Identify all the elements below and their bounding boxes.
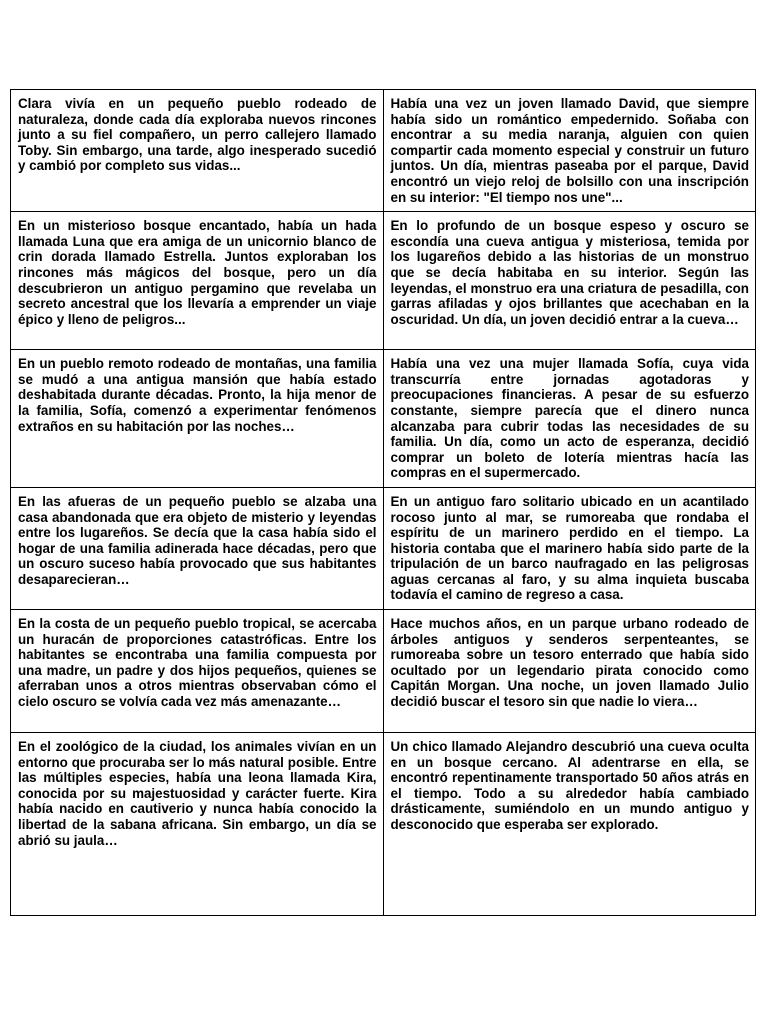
story-cell [11,90,384,212]
story-text: Hace muchos años, en un parque urbano rodeado de árboles antiguos y senderos serpenteantes, se rumoreaba sobre un tesoro enterrado que había sido ocultado por un legendario pirata conocido como Capitán Morgan. Una noche, un joven llamado Julio decidió buscar el tesoro sin que nadie lo viera… [390,616,749,710]
table-row [11,733,756,916]
table-row [11,487,756,609]
story-cell [11,610,384,733]
story-text: Había una vez una mujer llamada Sofía, cuya vida transcurría entre jornadas agotadoras y preocupaciones financieras. A pesar de su esfuerzo constante, siempre parecía que el dinero nunca alcanzaba para cubrir todas las necesidades de su familia. Un día, como un acto de esperanza, decidió comprar un boleto de lotería mientras hacía las compras en el supermercado. [390,356,749,481]
story-cell [11,487,384,609]
story-text: En lo profundo de un bosque espeso y oscuro se escondía una cueva antigua y misteriosa, temida por los lugareños debido a las historias de un monstruo que se decía habitaba en su interior. Según las leyendas, el monstruo era una criatura de pesadilla, con garras afiladas y ojos brillantes que acechaban en la oscuridad. Un día, un joven decidió entrar a la cueva… [390,218,749,327]
story-cell [383,610,756,733]
story-text: Clara vivía en un pequeño pueblo rodeado de naturaleza, donde cada día exploraba nuevos rincones junto a su fiel compañero, un perro callejero llamado Toby. Sin embargo, una tarde, algo inesperado sucedió y cambió por completo sus vidas... [18,96,377,174]
table-row [11,212,756,350]
story-text: Un chico llamado Alejandro descubrió una cueva oculta en un bosque cercano. Al adentrarse en ella, se encontró repentinamente transportado 50 años atrás en el tiempo. Todo a su alrededor había cambiado drásticamente, sumiéndolo en un mundo antiguo y desconocido que esperaba ser explorado. [390,739,749,833]
story-cell [11,212,384,350]
story-cell [383,212,756,350]
story-cell [383,90,756,212]
story-cell [383,487,756,609]
story-cell [383,350,756,488]
story-text: Había una vez un joven llamado David, que siempre había sido un romántico empedernido. Soñaba con encontrar a su media naranja, alguien con quien compartir cada momento especial y construir un futuro juntos. Un día, mientras paseaba por el parque, David encontró un viejo reloj de bolsillo con una inscripción en su interior: "El tiempo nos une"... [390,96,749,205]
story-text: En un misterioso bosque encantado, había un hada llamada Luna que era amiga de un unicornio blanco de crin dorada llamado Estrella. Juntos exploraban los rincones más mágicos del bosque, pero un día descubrieron un antiguo pergamino que revelaba un secreto ancestral que los llevaría a emprender un viaje épico y lleno de peligros... [18,218,377,327]
story-cell [383,733,756,916]
story-text: En el zoológico de la ciudad, los animales vivían en un entorno que procuraba ser lo más natural posible. Entre las múltiples especies, había una leona llamada Kira, conocida por su majestuosidad y carácter fuerte. Kira había nacido en cautiverio y nunca había conocido la libertad de la sabana africana. Sin embargo, un día se abrió su jaula… [18,739,377,848]
story-text: En un antiguo faro solitario ubicado en un acantilado rocoso junto al mar, se rumoreaba que rondaba el espíritu de un marinero perdido en el tiempo. La historia contaba que el marinero había sido parte de la tripulación de un barco naufragado en las peligrosas aguas cercanas al faro, y su alma inquieta buscaba todavía el camino de regreso a casa. [390,493,749,603]
story-text: En la costa de un pequeño pueblo tropical, se acercaba un huracán de proporciones catastróficas. Entre los habitantes se encontraba una familia compuesta por una madre, un padre y dos hijos pequeños, quienes se aferraban unos a otros mientras observaban cómo el cielo oscuro se volvía cada vez más amenazante… [18,616,377,710]
story-prompts-table [10,89,756,916]
story-cell [11,350,384,488]
table-row [11,90,756,212]
story-cell [11,733,384,916]
table-row [11,610,756,733]
story-text: En un pueblo remoto rodeado de montañas, una familia se mudó a una antigua mansión que había estado deshabitada durante décadas. Pronto, la hija menor de la familia, Sofía, comenzó a experimentar fenómenos extraños en su habitación por las noches… [18,356,377,434]
table-row [11,350,756,488]
story-text: En las afueras de un pequeño pueblo se alzaba una casa abandonada que era objeto de misterio y leyendas entre los lugareños. Se decía que la casa había sido el hogar de una familia adinerada hace décadas, pero que un oscuro suceso había provocado que sus habitantes desaparecieran… [18,493,377,587]
